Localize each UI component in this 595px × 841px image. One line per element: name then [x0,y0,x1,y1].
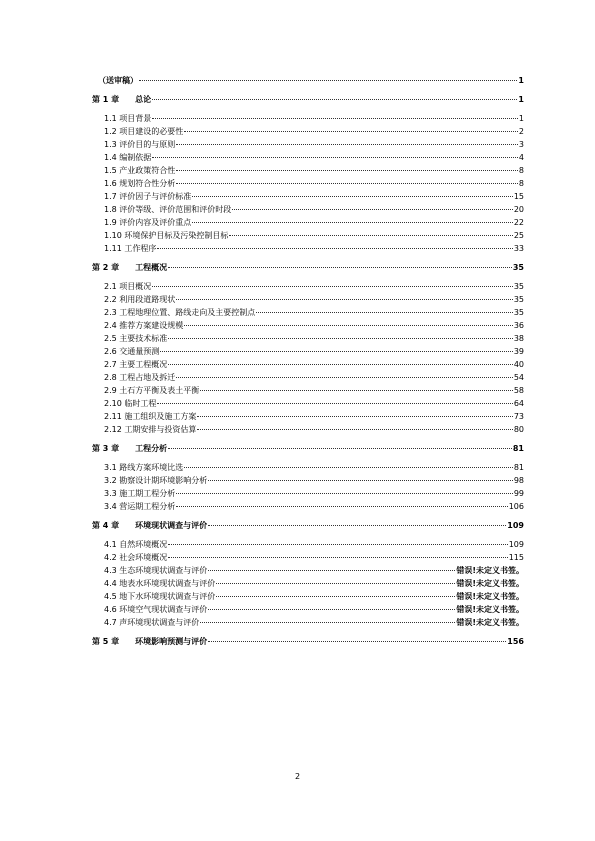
toc-entry-page: 1 [518,76,524,85]
toc-entry-page: 2 [518,127,524,136]
toc-entry-title: 4.7 声环境现状调查与评价 [104,618,200,627]
toc-entry-title: 2.12 工期安排与投资估算 [104,425,197,434]
toc-section-entry[interactable] [92,306,524,319]
toc-section-entry[interactable] [92,242,524,255]
dot-leader [157,403,512,404]
toc-entry-title: （送审稿） [98,76,138,85]
toc-entry-title: 第 3 章 工程分析 [92,444,168,453]
toc-entry-page: 22 [513,218,524,227]
toc-entry-title: 3.3 施工期工程分析 [104,489,176,498]
toc-entry-page: 109 [507,521,524,530]
dot-leader [152,99,517,100]
toc-section-entry[interactable] [92,371,524,384]
dot-leader [176,493,513,494]
toc-section-entry[interactable] [92,384,524,397]
toc-section-entry[interactable] [92,125,524,138]
toc-section-entry[interactable] [92,216,524,229]
toc-entry-page: 98 [513,476,524,485]
dot-leader [232,209,513,210]
dot-leader [184,131,518,132]
toc-entry-title: 1.8 评价等级、评价范围和评价时段 [104,205,232,214]
toc-entry-title: 1.2 项目建设的必要性 [104,127,184,136]
dot-leader [168,267,512,268]
toc-entry-title: 1.5 产业政策符合性 [104,166,176,175]
dot-leader [160,351,513,352]
toc-entry-title: 2.8 工程占地及拆迁 [104,373,176,382]
toc-section-entry[interactable] [92,293,524,306]
toc-entry-page: 15 [513,192,524,201]
toc-entry-page: 64 [513,399,524,408]
toc-entry-page: 错误!未定义书签。 [456,592,524,601]
page-number: 2 [294,772,301,781]
toc-entry-page: 81 [513,463,524,472]
toc-entry-page: 4 [518,153,524,162]
dot-leader [139,80,517,81]
toc-entry-page: 115 [508,553,524,562]
toc-entry-page: 36 [513,321,524,330]
toc-entry-title: 3.4 营运期工程分析 [104,502,176,511]
dot-leader [176,299,513,300]
toc-entry-title: 第 4 章 环境现状调查与评价 [92,521,208,530]
toc-entry-title: 第 1 章 总论 [92,95,152,104]
toc-entry-title: 4.5 地下水环境现状调查与评价 [104,592,216,601]
toc-entry-title: 4.1 自然环境概况 [104,540,168,549]
toc-front-entry[interactable] [92,74,524,87]
dot-leader [152,118,518,119]
toc-entry-title: 1.11 工作程序 [104,244,157,253]
toc-entry-page: 81 [512,444,524,453]
toc-entry-page: 80 [513,425,524,434]
dot-leader [176,170,518,171]
dot-leader [192,196,513,197]
dot-leader [208,480,513,481]
toc-section-entry[interactable] [92,319,524,332]
toc-entry-page: 73 [513,412,524,421]
dot-leader [168,544,507,545]
toc-section-entry[interactable] [92,590,524,603]
toc-section-entry[interactable] [92,423,524,436]
toc-entry-page: 39 [513,347,524,356]
toc-section-entry[interactable] [92,603,524,616]
toc-entry-title: 第 2 章 工程概况 [92,263,168,272]
dot-leader [208,570,455,571]
dot-leader [256,312,513,313]
toc-chapter-entry[interactable] [92,635,524,648]
dot-leader [176,183,518,184]
dot-leader [152,286,513,287]
toc-entry-page: 8 [518,166,524,175]
dot-leader [216,596,455,597]
toc-section-entry[interactable] [92,112,524,125]
toc-entry-page: 35 [513,295,524,304]
toc-entry-page: 109 [508,540,524,549]
toc-entry-page: 156 [507,637,524,646]
toc-section-entry[interactable] [92,177,524,190]
table-of-contents [92,74,524,648]
toc-entry-title: 1.4 编制依据 [104,153,152,162]
dot-leader [208,525,506,526]
dot-leader [168,364,513,365]
toc-section-entry[interactable] [92,229,524,242]
toc-entry-page: 3 [518,140,524,149]
dot-leader [197,416,512,417]
toc-section-entry[interactable] [92,345,524,358]
toc-entry-page: 25 [513,231,524,240]
toc-entry-title: 2.11 施工组织及施工方案 [104,412,197,421]
toc-section-entry[interactable] [92,151,524,164]
toc-section-entry[interactable] [92,551,524,564]
toc-entry-title: 2.9 土石方平衡及表土平衡 [104,386,200,395]
toc-entry-page: 35 [513,282,524,291]
toc-entry-title: 1.6 规划符合性分析 [104,179,176,188]
dot-leader [157,248,512,249]
toc-chapter-entry[interactable] [92,93,524,106]
toc-entry-page: 错误!未定义书签。 [456,618,524,627]
dot-leader [176,144,518,145]
toc-section-entry[interactable] [92,616,524,629]
toc-entry-title: 2.3 工程地理位置、路线走向及主要控制点 [104,308,256,317]
toc-section-entry[interactable] [92,461,524,474]
toc-entry-title: 1.10 环境保护目标及污染控制目标 [104,231,229,240]
toc-entry-title: 2.2 利用段道路现状 [104,295,176,304]
toc-entry-title: 4.6 环境空气现状调查与评价 [104,605,208,614]
toc-section-entry[interactable] [92,564,524,577]
toc-chapter-entry[interactable] [92,519,524,532]
toc-chapter-entry[interactable] [92,442,524,455]
toc-entry-title: 2.4 推荐方案建设规模 [104,321,184,330]
dot-leader [184,467,513,468]
dot-leader [168,338,513,339]
dot-leader [197,429,512,430]
toc-section-entry[interactable] [92,410,524,423]
toc-entry-page: 38 [513,334,524,343]
toc-section-entry[interactable] [92,397,524,410]
dot-leader [229,235,512,236]
toc-entry-page: 54 [513,373,524,382]
toc-entry-page: 1 [518,114,524,123]
toc-entry-page: 1 [518,95,524,104]
toc-entry-page: 35 [512,263,524,272]
toc-entry-title: 2.1 项目概况 [104,282,152,291]
dot-leader [216,583,455,584]
toc-entry-title: 4.3 生态环境现状调查与评价 [104,566,208,575]
toc-entry-title: 2.6 交通量预测 [104,347,160,356]
toc-entry-title: 2.10 临时工程 [104,399,157,408]
toc-entry-page: 20 [513,205,524,214]
dot-leader [200,390,513,391]
toc-entry-title: 4.4 地表水环境现状调查与评价 [104,579,216,588]
dot-leader [208,641,506,642]
toc-entry-title: 2.7 主要工程概况 [104,360,168,369]
toc-entry-page: 40 [513,360,524,369]
toc-section-entry[interactable] [92,500,524,513]
toc-section-entry[interactable] [92,332,524,345]
toc-entry-title: 3.2 勘察设计期环境影响分析 [104,476,208,485]
toc-section-entry[interactable] [92,487,524,500]
toc-section-entry[interactable] [92,474,524,487]
toc-entry-page: 错误!未定义书签。 [456,566,524,575]
dot-leader [176,506,507,507]
toc-entry-page: 35 [513,308,524,317]
toc-entry-page: 错误!未定义书签。 [456,605,524,614]
dot-leader [184,325,513,326]
toc-entry-page: 错误!未定义书签。 [456,579,524,588]
toc-section-entry[interactable] [92,577,524,590]
toc-entry-title: 第 5 章 环境影响预测与评价 [92,637,208,646]
toc-chapter-entry[interactable] [92,261,524,274]
toc-section-entry[interactable] [92,164,524,177]
dot-leader [176,377,513,378]
toc-section-entry[interactable] [92,138,524,151]
toc-entry-page: 8 [518,179,524,188]
toc-section-entry[interactable] [92,358,524,371]
dot-leader [200,622,455,623]
toc-entry-title: 1.9 评价内容及评价重点 [104,218,192,227]
toc-entry-page: 99 [513,489,524,498]
dot-leader [168,557,507,558]
toc-section-entry[interactable] [92,280,524,293]
toc-section-entry[interactable] [92,190,524,203]
toc-entry-page: 106 [508,502,524,511]
toc-entry-title: 3.1 路线方案环境比选 [104,463,184,472]
dot-leader [192,222,513,223]
toc-entry-page: 58 [513,386,524,395]
toc-entry-page: 33 [513,244,524,253]
dot-leader [152,157,518,158]
toc-entry-title: 1.1 项目背景 [104,114,152,123]
toc-entry-title: 1.7 评价因子与评价标准 [104,192,192,201]
toc-entry-title: 2.5 主要技术标准 [104,334,168,343]
toc-entry-title: 4.2 社会环境概况 [104,553,168,562]
dot-leader [168,448,512,449]
dot-leader [208,609,455,610]
toc-entry-title: 1.3 评价目的与原则 [104,140,176,149]
toc-section-entry[interactable] [92,203,524,216]
toc-section-entry[interactable] [92,538,524,551]
